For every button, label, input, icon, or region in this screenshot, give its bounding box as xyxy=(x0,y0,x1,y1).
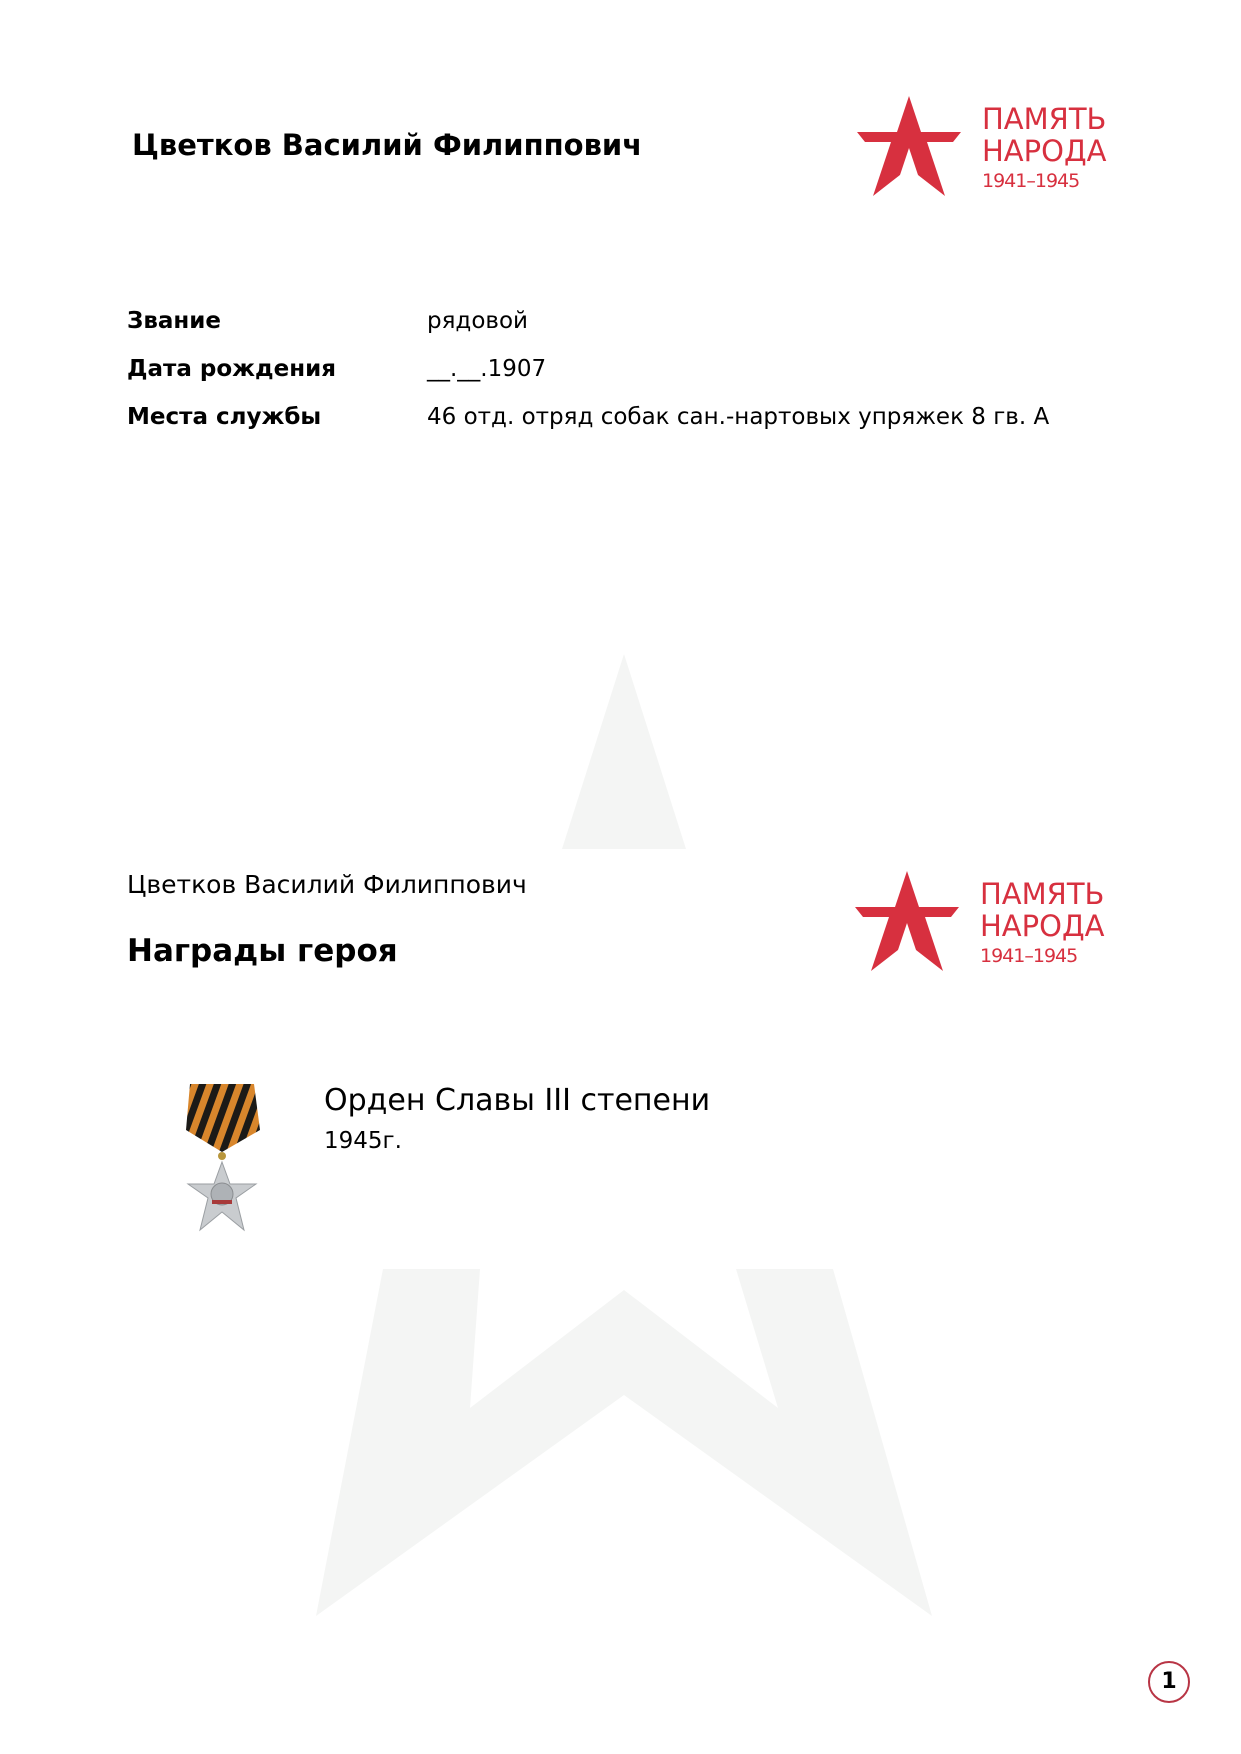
detail-value: 46 отд. отряд собак сан.-нартовых упряжек 8 гв. А xyxy=(427,404,1050,430)
detail-label: Звание xyxy=(127,308,222,334)
logo-text-line2: НАРОДА xyxy=(982,134,1107,168)
logo-text-line2: НАРОДА xyxy=(980,909,1105,943)
detail-row-rank xyxy=(127,308,528,334)
awards-heading: Награды героя xyxy=(127,933,398,969)
pamyat-naroda-logo xyxy=(857,96,1127,206)
order-of-glory-medal-icon xyxy=(184,1084,262,1234)
award-title: Орден Славы III степени xyxy=(324,1083,711,1118)
detail-row-service xyxy=(127,404,1049,430)
award-year: 1945г. xyxy=(324,1128,402,1154)
page-number: 1 xyxy=(1148,1661,1190,1703)
detail-row-birthdate xyxy=(127,356,546,382)
logo-text-line1: ПАМЯТЬ xyxy=(980,877,1105,911)
logo-text-years: 1941–1945 xyxy=(980,945,1078,967)
page-title: Цветков Василий Филиппович xyxy=(132,128,643,162)
detail-label: Места службы xyxy=(127,404,322,430)
hero-name: Цветков Василий Филиппович xyxy=(127,870,527,899)
red-star-icon xyxy=(855,871,960,971)
logo-text-years: 1941–1945 xyxy=(982,170,1080,192)
detail-value: __.__.1907 xyxy=(427,356,547,382)
red-star-icon xyxy=(857,96,962,196)
detail-label: Дата рождения xyxy=(127,356,336,382)
detail-value: рядовой xyxy=(427,308,528,334)
pamyat-naroda-logo xyxy=(855,871,1125,981)
logo-text-line1: ПАМЯТЬ xyxy=(982,102,1107,136)
